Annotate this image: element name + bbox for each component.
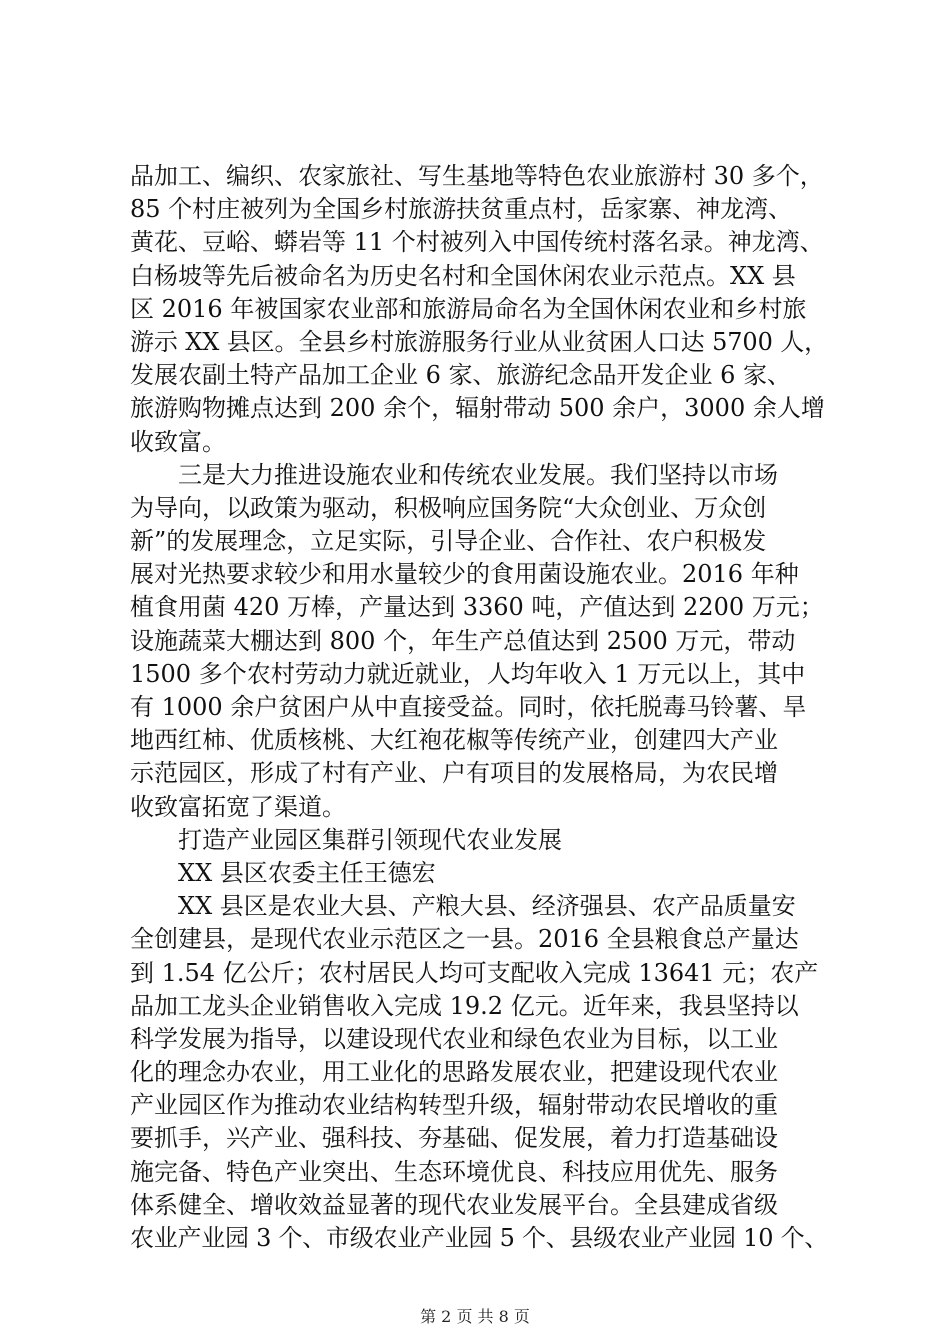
text-line: 要抓手，兴产业、强科技、夯基础、促发展，着力打造基础设 — [130, 1124, 778, 1153]
text-line: 旅游购物摊点达到 200 余个，辐射带动 500 余户，3000 余人增 — [130, 394, 825, 423]
text-line: 化的理念办农业，用工业化的思路发展农业，把建设现代农业 — [130, 1058, 778, 1087]
text-line: XX 县区是农业大县、产粮大县、经济强县、农产品质量安 — [178, 892, 796, 921]
document-body — [130, 160, 830, 1255]
text-line: XX 县区农委主任王德宏 — [178, 858, 436, 887]
text-line: 科学发展为指导，以建设现代农业和绿色农业为目标，以工业 — [130, 1024, 778, 1053]
text-line: 收致富。 — [130, 427, 226, 456]
text-line: 品加工龙头企业销售收入完成 19.2 亿元。近年来，我县坚持以 — [130, 991, 799, 1020]
text-line: 产业园区作为推动农业结构转型升级，辐射带动农民增收的重 — [130, 1091, 778, 1120]
text-line: 品加工、编织、农家旅社、写生基地等特色农业旅游村 30 多个， — [130, 162, 824, 190]
text-line: 示范园区，形成了村有产业、户有项目的发展格局，为农民增 — [130, 759, 778, 788]
text-line: 1500 多个农村劳动力就近就业，人均年收入 1 万元以上，其中 — [130, 659, 806, 688]
text-line: 体系健全、增收效益显著的现代农业发展平台。全县建成省级 — [130, 1190, 778, 1219]
text-line: 收致富拓宽了渠道。 — [130, 792, 346, 821]
text-line: 有 1000 余户贫困户从中直接受益。同时，依托脱毒马铃薯、旱 — [130, 693, 807, 721]
text-line: 展对光热要求较少和用水量较少的食用菌设施农业。2016 年种 — [130, 560, 799, 589]
text-line: 到 1.54 亿公斤；农村居民人均可支配收入完成 13641 元；农产 — [130, 958, 819, 987]
text-line: 地西红柿、优质核桃、大红袍花椒等传统产业，创建四大产业 — [130, 726, 778, 755]
text-line: 三是大力推进设施农业和传统农业发展。我们坚持以市场 — [178, 460, 778, 489]
page-footer: 第 2 页 共 8 页 — [420, 1307, 530, 1326]
text-line: 为导向，以政策为驱动，积极响应国务院“大众创业、万众创 — [130, 493, 767, 522]
text-line: 新”的发展理念，立足实际，引导企业、合作社、农户积极发 — [130, 527, 767, 556]
text-line: 施完备、特色产业突出、生态环境优良、科技应用优先、服务 — [130, 1157, 778, 1186]
text-line: 打造产业园区集群引领现代农业发展 — [178, 825, 562, 854]
text-line: 黄花、豆峪、蟒岩等 11 个村被列入中国传统村落名录。神龙湾、 — [130, 228, 824, 257]
text-line: 全创建县，是现代农业示范区之一县。2016 全县粮食总产量达 — [130, 925, 799, 954]
text-line: 白杨坡等先后被命名为历史名村和全国休闲农业示范点。XX 县 — [130, 261, 796, 290]
text-line: 85 个村庄被列为全国乡村旅游扶贫重点村，岳家寨、神龙湾、 — [130, 195, 793, 224]
text-line: 游示 XX 县区。全县乡村旅游服务行业从业贫困人口达 5700 人， — [130, 327, 829, 356]
text-line: 设施蔬菜大棚达到 800 个，年生产总值达到 2500 万元，带动 — [130, 626, 796, 655]
text-line: 植食用菌 420 万棒，产量达到 3360 吨，产值达到 2200 万元； — [130, 593, 824, 622]
text-line: 区 2016 年被国家农业部和旅游局命名为全国休闲农业和乡村旅 — [130, 294, 807, 323]
text-line: 农业产业园 3 个、市级农业产业园 5 个、县级农业产业园 10 个、 — [130, 1224, 829, 1252]
text-line: 发展农副土特产品加工企业 6 家、旅游纪念品开发企业 6 家、 — [130, 361, 792, 390]
